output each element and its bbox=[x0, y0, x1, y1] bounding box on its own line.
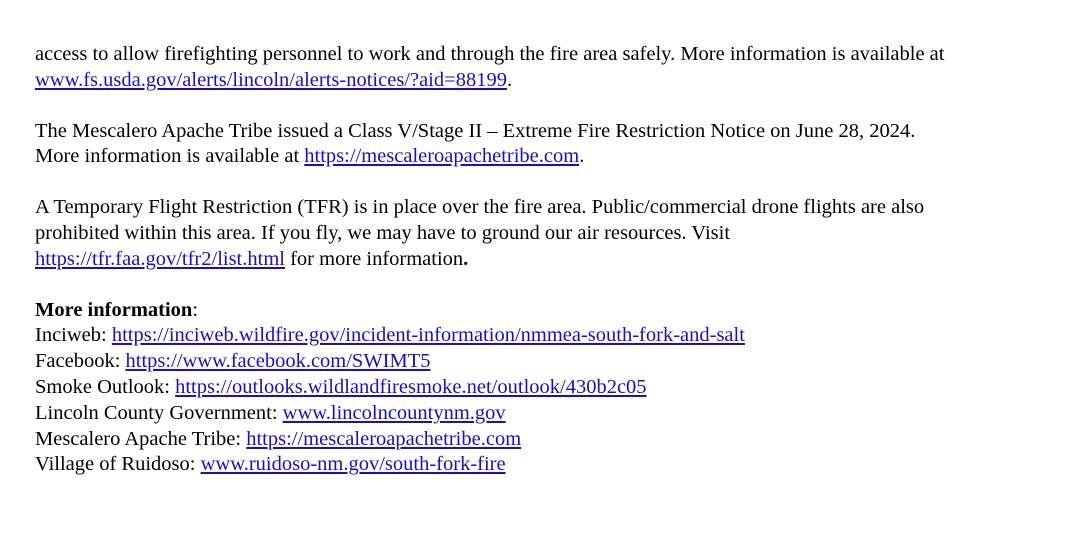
paragraph-mescalero-restriction bbox=[35, 119, 1075, 171]
list-item bbox=[35, 324, 745, 346]
smoke-outlook-link[interactable]: https://outlooks.wildlandfiresmoke.net/outlook/430b2c05 bbox=[175, 375, 647, 398]
paragraph-flight-restriction bbox=[35, 195, 1075, 272]
forest-service-alerts-link[interactable]: www.fs.usda.gov/alerts/lincoln/alerts-notices/?aid=88199 bbox=[35, 68, 507, 91]
paragraph-text: A Temporary Flight Restriction (TFR) is in place over the fire area. Public/commercial drone flights are also bbox=[35, 196, 925, 219]
ruidoso-link[interactable]: www.ruidoso-nm.gov/south-fork-fire bbox=[200, 453, 506, 476]
list-item-label: Smoke Outlook: bbox=[35, 375, 170, 398]
paragraph-end: . bbox=[579, 145, 585, 168]
paragraph-forest-service bbox=[35, 42, 1075, 94]
facebook-link[interactable]: https://www.facebook.com/SWIMT5 bbox=[125, 350, 431, 373]
list-item-label: Lincoln County Government: bbox=[35, 401, 278, 424]
lincoln-county-link[interactable]: www.lincolncountynm.gov bbox=[282, 401, 506, 424]
mescalero-apache-link[interactable]: https://mescaleroapachetribe.com bbox=[246, 427, 522, 450]
more-information-heading: More information bbox=[35, 298, 193, 321]
list-item bbox=[35, 350, 431, 372]
faa-tfr-link[interactable]: https://tfr.faa.gov/tfr2/list.html bbox=[35, 247, 285, 270]
paragraph-text: access to allow firefighting personnel to work and through the fire area safely. More information is available at bbox=[35, 43, 945, 65]
list-item bbox=[35, 402, 506, 424]
paragraph-text-2: More information is available at bbox=[35, 145, 300, 168]
list-item-label: Village of Ruidoso: bbox=[35, 453, 196, 476]
list-item-label: Mescalero Apache Tribe: bbox=[35, 427, 242, 450]
heading-colon: : bbox=[192, 298, 199, 321]
list-item-label: Facebook: bbox=[35, 350, 121, 373]
list-item-label: Inciweb: bbox=[35, 324, 107, 347]
paragraph-end-period: . bbox=[463, 247, 469, 270]
list-item bbox=[35, 376, 647, 398]
inciweb-link[interactable]: https://inciweb.wildfire.gov/incident-information/nmmea-south-fork-and-salt bbox=[111, 324, 745, 347]
paragraph-text-2: prohibited within this area. If you fly, we may have to ground our air resources. Visit bbox=[35, 221, 731, 244]
paragraph-text: The Mescalero Apache Tribe issued a Class V/Stage II – Extreme Fire Restriction Notice on June 28, 2024. bbox=[35, 119, 916, 142]
paragraph-end: . bbox=[506, 68, 513, 91]
list-item bbox=[35, 428, 521, 450]
paragraph-end: for more information bbox=[290, 247, 464, 270]
more-information-section bbox=[35, 298, 1075, 479]
mescalero-tribe-link[interactable]: https://mescaleroapachetribe.com bbox=[304, 145, 580, 168]
document-body bbox=[35, 42, 1075, 478]
list-item bbox=[35, 453, 506, 475]
